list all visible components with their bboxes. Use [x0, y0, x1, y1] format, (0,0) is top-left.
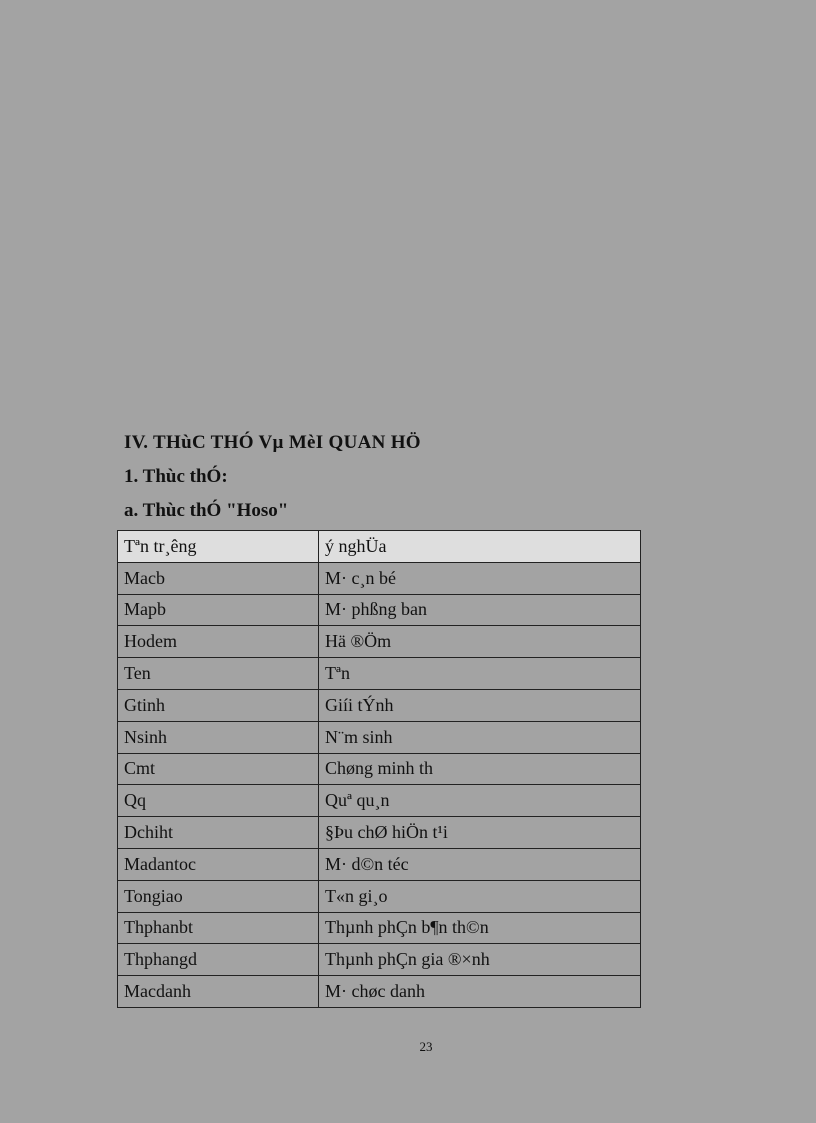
column-header-field-name: Tªn tr¸êng: [118, 531, 319, 563]
table-row: [118, 626, 641, 658]
page-number: 23: [419, 1039, 433, 1054]
meaning-cell: Giíi tÝnh: [319, 689, 641, 721]
meaning-cell: N¨m sinh: [319, 721, 641, 753]
meaning-cell: M· c¸n bé: [319, 562, 641, 594]
table-row: [118, 912, 641, 944]
table-row: [118, 753, 641, 785]
table-header-row: [118, 531, 641, 563]
table-row: [118, 880, 641, 912]
meaning-cell: Quª qu¸n: [319, 785, 641, 817]
meaning-cell: Tªn: [319, 658, 641, 690]
meaning-cell: Thµnh phÇn gia ®×nh: [319, 944, 641, 976]
meaning-cell: T«n gi¸o: [319, 880, 641, 912]
meaning-cell: Hä ®Öm: [319, 626, 641, 658]
field-name-cell: Cmt: [118, 753, 319, 785]
entity-attribute-table: [117, 530, 641, 1008]
table-row: [118, 785, 641, 817]
field-name-cell: Thphanbt: [118, 912, 319, 944]
table-row: [118, 848, 641, 880]
section-heading: IV. THùC THÓ Vµ MèI QUAN HÖ: [124, 432, 421, 453]
field-name-cell: Qq: [118, 785, 319, 817]
table-row: [118, 944, 641, 976]
meaning-cell: §Þu chØ hiÖn t¹i: [319, 817, 641, 849]
meaning-cell: M· phßng ban: [319, 594, 641, 626]
field-name-cell: Macb: [118, 562, 319, 594]
field-name-cell: Thphangd: [118, 944, 319, 976]
field-name-cell: Madantoc: [118, 848, 319, 880]
meaning-cell: M· d©n téc: [319, 848, 641, 880]
meaning-cell: M· chøc danh: [319, 976, 641, 1008]
field-name-cell: Dchiht: [118, 817, 319, 849]
table-row: [118, 721, 641, 753]
field-name-cell: Ten: [118, 658, 319, 690]
column-header-meaning: ý nghÜa: [319, 531, 641, 563]
table-row: [118, 976, 641, 1008]
field-name-cell: Nsinh: [118, 721, 319, 753]
table-row: [118, 562, 641, 594]
table-row: [118, 658, 641, 690]
entity-heading: a. Thùc thÓ "Hoso": [124, 500, 289, 521]
table-row: [118, 817, 641, 849]
table-row: [118, 594, 641, 626]
subheading: 1. Thùc thÓ:: [124, 466, 228, 487]
field-name-cell: Mapb: [118, 594, 319, 626]
field-name-cell: Tongiao: [118, 880, 319, 912]
meaning-cell: Chøng minh th: [319, 753, 641, 785]
meaning-cell: Thµnh phÇn b¶n th©n: [319, 912, 641, 944]
field-name-cell: Hodem: [118, 626, 319, 658]
table-row: [118, 689, 641, 721]
field-name-cell: Gtinh: [118, 689, 319, 721]
field-name-cell: Macdanh: [118, 976, 319, 1008]
